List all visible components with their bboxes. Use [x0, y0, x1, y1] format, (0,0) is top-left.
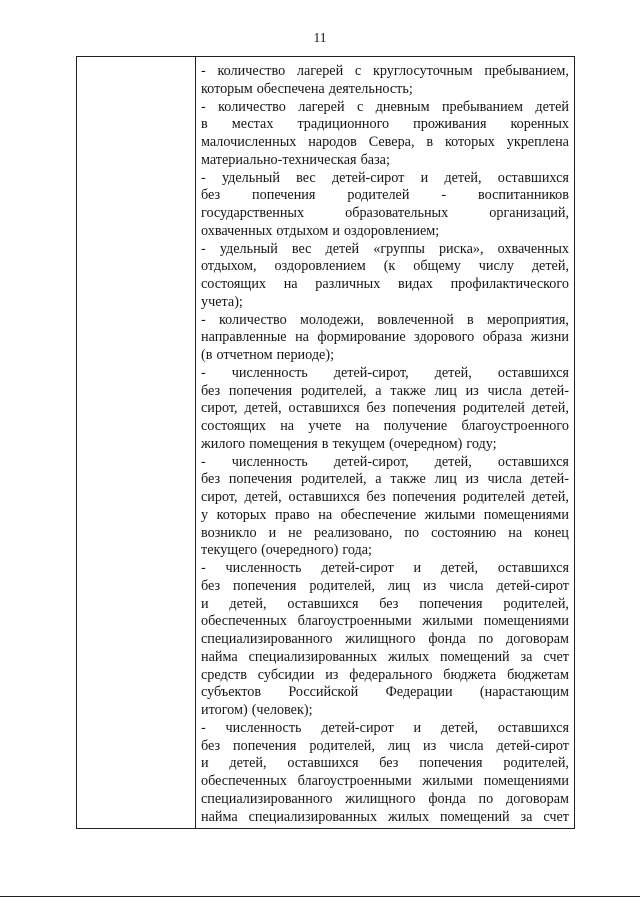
word: с	[354, 63, 362, 79]
text-line	[201, 294, 569, 312]
word: бюджета	[443, 666, 497, 683]
word: за	[520, 648, 533, 665]
word: видах	[398, 276, 433, 292]
word: без	[366, 489, 386, 505]
word: детей-сирот,	[333, 364, 409, 381]
word: детей-сирот	[321, 719, 394, 736]
text-line	[201, 152, 569, 170]
word: детей,	[440, 719, 479, 736]
word: найма	[201, 648, 238, 665]
text-line	[201, 134, 569, 152]
word: численность	[225, 719, 302, 736]
word: благоустроенными	[297, 613, 412, 630]
word: детей	[325, 240, 360, 257]
word: «группы	[373, 240, 425, 257]
word: -	[201, 719, 206, 736]
text-line	[201, 613, 569, 631]
word: без	[379, 755, 399, 772]
text-line	[201, 738, 569, 756]
word: (человек);	[251, 702, 313, 718]
word: жилого	[201, 435, 246, 452]
word: родителей,	[503, 595, 569, 612]
word: малочисленных	[201, 134, 297, 150]
word: проживания	[413, 116, 487, 133]
word: субсидии	[257, 666, 315, 683]
word: детей-	[530, 471, 569, 488]
word: круглосуточным	[372, 63, 473, 79]
word: родителей,	[300, 382, 367, 399]
word: оздоровлением	[274, 258, 366, 275]
word: без	[201, 737, 221, 754]
word: попечения	[392, 400, 456, 417]
word: жилыми	[424, 506, 476, 523]
word: и	[413, 719, 422, 736]
word: состоянию	[431, 524, 497, 541]
word: детей,	[434, 364, 472, 381]
word: субъектов	[201, 684, 262, 701]
word: которых	[444, 134, 495, 150]
word: числа	[449, 577, 484, 594]
word: учете	[308, 418, 342, 434]
word: а	[375, 471, 382, 488]
word: жилищного	[345, 631, 416, 647]
word: вес	[296, 169, 316, 186]
word: состоящих	[201, 276, 267, 292]
word: обеспеченных	[201, 773, 287, 789]
word: на	[318, 506, 333, 523]
word: за	[520, 808, 533, 825]
word: детей-сирот	[321, 560, 394, 576]
word: оставшихся	[497, 560, 569, 576]
word: право	[275, 506, 310, 523]
word: традиционного	[297, 116, 390, 133]
word: попечения	[419, 595, 483, 612]
text-line	[201, 276, 569, 294]
text-line	[201, 631, 569, 649]
word: государственных	[201, 205, 305, 221]
text-line	[201, 702, 569, 720]
word: благоустроенного	[461, 418, 569, 434]
word: -	[201, 98, 206, 115]
text-line	[201, 241, 569, 259]
word: попечения	[419, 755, 483, 772]
word: пребыванием	[441, 98, 523, 115]
word: по	[478, 631, 494, 647]
word: текущем	[332, 435, 385, 452]
word: жилыми	[422, 613, 473, 630]
word: детей,	[434, 453, 472, 470]
word: оставшихся	[288, 400, 360, 417]
word: оставшихся	[287, 755, 359, 772]
word: здорового	[414, 329, 475, 346]
word: общему	[413, 258, 461, 275]
word: которых	[216, 506, 267, 523]
word: мероприятия,	[486, 311, 569, 328]
word: отдыхом,	[201, 258, 257, 275]
text-line	[201, 596, 569, 614]
word: сирот,	[201, 489, 238, 505]
text-line	[201, 471, 569, 489]
word: также	[390, 471, 426, 488]
text-line	[201, 436, 569, 454]
word: родителей,	[503, 755, 569, 772]
word: также	[390, 382, 426, 399]
word: отчетном	[216, 347, 273, 363]
word: числа	[449, 737, 484, 754]
text-line	[201, 755, 569, 773]
text-line	[201, 667, 569, 685]
word: (очередного)	[261, 542, 339, 559]
word: из	[423, 737, 437, 754]
word: детей,	[229, 755, 267, 772]
word: возникло	[201, 524, 257, 541]
word: дневным	[375, 98, 430, 115]
word: оставшихся	[497, 453, 569, 470]
word: пребыванием,	[484, 63, 569, 79]
word: числу	[478, 258, 514, 275]
word: периоде);	[276, 347, 335, 363]
text-line	[201, 99, 569, 117]
word: попечения	[228, 471, 293, 488]
word: лиц	[387, 737, 411, 754]
word: родителей,	[309, 737, 375, 754]
word: на	[283, 276, 298, 292]
word: обеспечена	[256, 80, 325, 97]
word: помещениями	[483, 773, 569, 789]
word: лиц	[434, 471, 457, 488]
word: без	[379, 595, 399, 612]
text-line	[201, 187, 569, 205]
word: в	[426, 134, 434, 150]
word: специализированного	[201, 790, 333, 807]
word: деятельность;	[328, 80, 413, 97]
word: численность	[231, 364, 308, 381]
word: лагерей	[298, 98, 345, 115]
word: детей,	[440, 560, 479, 576]
word: Российской	[288, 684, 359, 701]
word: сирот,	[201, 400, 238, 417]
text-line	[201, 205, 569, 223]
word: (в	[201, 347, 213, 363]
word: попечения	[252, 187, 316, 204]
text-line	[201, 809, 569, 827]
word: попечения	[228, 382, 293, 399]
word: -	[201, 560, 206, 576]
word: получение	[383, 418, 448, 434]
word: детей,	[229, 595, 267, 612]
word: профилактического	[450, 276, 569, 292]
text-line	[201, 63, 569, 81]
word: итогом)	[201, 702, 248, 718]
word: благоустроенными	[297, 773, 412, 789]
word: -	[201, 453, 206, 470]
word: без	[201, 382, 221, 399]
word: договорам	[506, 631, 569, 647]
word: оставшихся	[497, 719, 569, 736]
word: вовлеченной	[377, 311, 454, 328]
document-table	[76, 56, 575, 829]
word: специализированного	[201, 631, 333, 647]
word: без	[201, 471, 221, 488]
word: жилищного	[345, 790, 416, 807]
text-line	[201, 454, 569, 472]
word: у	[201, 506, 209, 523]
word: детей,	[531, 258, 569, 275]
word: числа	[487, 382, 522, 399]
word: детей	[535, 98, 569, 115]
word: -	[441, 187, 447, 204]
text-line	[201, 365, 569, 383]
word: по	[404, 524, 420, 541]
word: попечения	[233, 737, 297, 754]
word: специализированных	[248, 808, 378, 825]
text-line	[201, 791, 569, 809]
word: из	[465, 382, 479, 399]
word: числа	[487, 471, 522, 488]
word: удельный	[219, 240, 278, 257]
text-line	[201, 418, 569, 436]
word: оставшихся	[287, 595, 359, 612]
word: попечения	[392, 489, 456, 505]
word: без	[366, 400, 386, 417]
word: специализированных	[248, 648, 378, 665]
word: счет	[543, 648, 569, 665]
word: охваченных	[201, 222, 273, 239]
word: коренных	[510, 116, 569, 133]
word: не	[288, 524, 303, 541]
word: на	[295, 329, 309, 346]
word: фонда	[428, 790, 466, 807]
word: жилых	[387, 808, 430, 825]
word: году;	[466, 435, 497, 452]
text-line	[201, 773, 569, 791]
text-line	[201, 170, 569, 188]
word: риска»,	[438, 240, 484, 257]
word: различных	[315, 276, 381, 292]
text-line	[201, 578, 569, 596]
word: федерального	[349, 666, 433, 683]
text-line	[201, 312, 569, 330]
word: на	[280, 418, 295, 434]
word: -	[201, 240, 206, 257]
text-line	[201, 542, 569, 560]
word: реализовано,	[314, 524, 393, 541]
word: обеспечение	[340, 506, 417, 523]
word: детей-сирот	[496, 737, 569, 754]
word: детей-сирот,	[333, 453, 409, 470]
page-number: 11	[313, 30, 327, 45]
text-line	[201, 347, 569, 365]
text-line	[201, 400, 569, 418]
word: детей,	[244, 489, 282, 505]
text-line	[201, 684, 569, 702]
word: которым	[201, 80, 253, 97]
word: местах	[231, 116, 274, 133]
word: удельный	[221, 169, 280, 186]
word: родителей,	[309, 577, 375, 594]
word: лагерей	[296, 63, 344, 79]
word: детей-	[530, 382, 569, 399]
word: детей,	[531, 400, 569, 417]
text-line	[201, 81, 569, 99]
word: количество	[218, 98, 286, 115]
word: оставшихся	[288, 489, 360, 505]
word: родителей	[347, 187, 410, 204]
word: по	[478, 790, 494, 807]
word: года;	[342, 542, 372, 559]
word: охваченных	[497, 240, 569, 257]
word: -	[201, 63, 206, 79]
word: детей,	[444, 169, 482, 186]
word: детей-сирот	[331, 169, 405, 186]
word: из	[325, 666, 339, 683]
word: родителей	[462, 400, 525, 417]
word: в	[321, 435, 329, 452]
word: образа	[482, 329, 523, 346]
word: формирование	[317, 329, 406, 346]
text-line	[201, 525, 569, 543]
word: из	[465, 471, 479, 488]
word: в	[201, 116, 208, 133]
word: (нарастающим	[479, 684, 569, 701]
word: и	[201, 595, 209, 612]
word: и	[332, 222, 340, 239]
word: материально-техническая	[201, 151, 357, 168]
text-line	[201, 329, 569, 347]
word: база;	[360, 151, 390, 168]
word: лиц	[434, 382, 457, 399]
word: на	[355, 418, 370, 434]
word: направленные	[201, 329, 287, 346]
word: вес	[291, 240, 312, 257]
word: молодежи,	[299, 311, 364, 328]
word: учета);	[201, 293, 243, 310]
word: помещения	[249, 435, 318, 452]
word: текущего	[201, 542, 258, 559]
word: Севера,	[368, 134, 415, 150]
word: количество	[217, 63, 286, 79]
text-line	[201, 560, 569, 578]
word: без	[201, 187, 221, 204]
page-bottom-rule	[0, 896, 640, 897]
word: помещениями	[483, 613, 569, 630]
word: с	[356, 98, 364, 115]
word: воспитанников	[478, 187, 569, 204]
word: из	[423, 577, 437, 594]
word: оставшихся	[497, 364, 569, 381]
word: (к	[383, 258, 396, 275]
word: численность	[231, 453, 308, 470]
word: жизни	[530, 329, 569, 346]
word: -	[201, 311, 206, 328]
word: попечения	[233, 577, 297, 594]
word: народов	[308, 134, 357, 150]
word: обеспеченных	[201, 613, 287, 630]
word: без	[201, 577, 221, 594]
word: жилых	[387, 648, 430, 665]
word: детей-сирот	[496, 577, 569, 594]
word: оставшихся	[497, 169, 569, 186]
text-line	[201, 116, 569, 134]
column-divider	[195, 57, 196, 828]
table-right-cell	[201, 63, 569, 828]
word: отдыхом	[276, 222, 329, 239]
word: родителей,	[300, 471, 367, 488]
word: Федерации	[385, 684, 453, 701]
text-line	[201, 507, 569, 525]
text-line	[201, 223, 569, 241]
word: организаций,	[489, 205, 569, 221]
word: количество	[218, 311, 287, 328]
word: образовательных	[345, 205, 449, 221]
word: лиц	[387, 577, 411, 594]
word: и	[420, 169, 429, 186]
word: детей,	[531, 489, 569, 505]
word: -	[201, 364, 206, 381]
word: на	[508, 524, 523, 541]
word: и	[268, 524, 277, 541]
word: оздоровлением;	[343, 222, 440, 239]
word: фонда	[428, 631, 466, 647]
word: бюджетам	[507, 666, 569, 683]
word: -	[201, 169, 206, 186]
word: укреплена	[506, 134, 569, 150]
word: помещениями	[483, 506, 569, 523]
word: в	[466, 311, 474, 328]
text-line	[201, 649, 569, 667]
word: средств	[201, 666, 247, 683]
text-line	[201, 720, 569, 738]
word: состоящих	[201, 418, 267, 434]
word: детей,	[244, 400, 282, 417]
text-line	[201, 489, 569, 507]
word: помещений	[439, 648, 510, 665]
word: а	[375, 382, 382, 399]
word: конец	[534, 524, 569, 541]
word: численность	[225, 560, 302, 576]
word: и	[201, 755, 209, 772]
word: жилыми	[422, 773, 473, 789]
word: помещений	[439, 808, 510, 825]
text-line	[201, 258, 569, 276]
word: и	[413, 560, 422, 576]
word: (очередном)	[388, 435, 463, 452]
word: родителей	[462, 489, 525, 505]
word: найма	[201, 808, 238, 825]
word: договорам	[506, 790, 569, 807]
word: счет	[543, 808, 569, 825]
text-line	[201, 383, 569, 401]
